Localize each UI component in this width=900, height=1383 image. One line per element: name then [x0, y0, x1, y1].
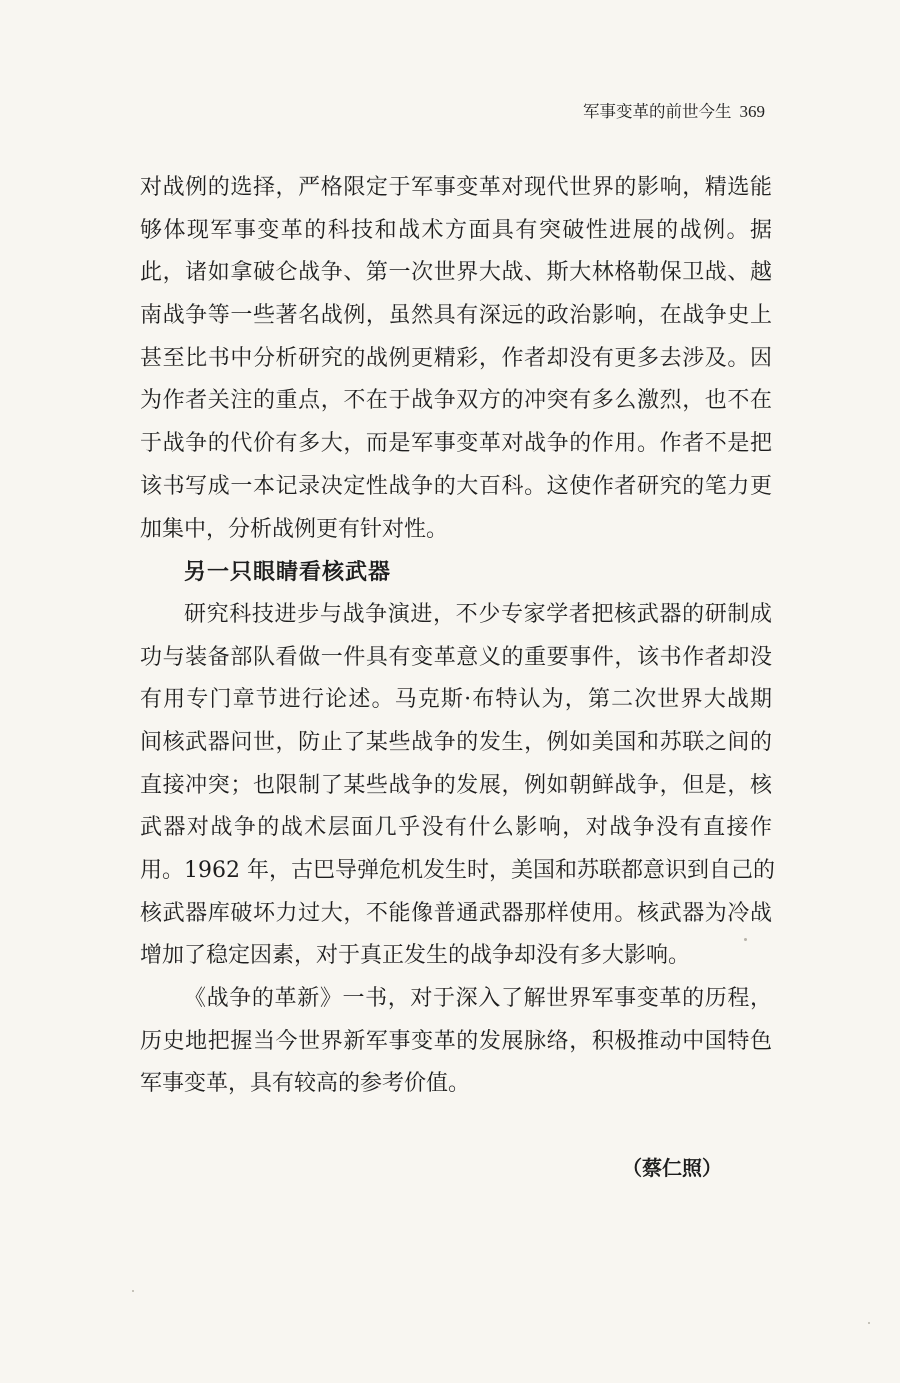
paragraph-3: [140, 978, 772, 1106]
text-line: 武器对战争的战术层面几乎没有什么影响，对战争没有直接作: [140, 815, 772, 841]
text-line: 为作者关注的重点，不在于战争双方的冲突有多么激烈，也不在: [140, 388, 772, 414]
text-line: 该书写成一本记录决定性战争的大百科。这使作者研究的笔力更: [140, 473, 772, 499]
page-number: 369: [739, 102, 765, 121]
section-heading: 另一只眼睛看核武器: [184, 559, 392, 586]
text-line: 核武器库破坏力过大，不能像普通武器那样使用。核武器为冷战: [140, 900, 772, 926]
text-line: 用。1962 年，古巴导弹危机发生时，美国和苏联都意识到自己的: [140, 858, 775, 883]
text-line: 间核武器问世，防止了某些战争的发生，例如美国和苏联之间的: [140, 729, 772, 755]
body-text: [140, 167, 775, 1106]
text-line: 功与装备部队看做一件具有变革意义的重要事件，该书作者却没: [140, 644, 772, 670]
text-line: 《战争的革新》一书，对于深入了解世界军事变革的历程，: [184, 986, 772, 1012]
author-signature: （蔡仁照）: [622, 1156, 722, 1180]
text-line: 加集中，分析战例更有针对性。: [140, 516, 449, 542]
paragraph-1: [140, 167, 772, 551]
text-line: 于战争的代价有多大，而是军事变革对战争的作用。作者不是把: [140, 431, 772, 457]
paper-speck: [132, 1290, 134, 1292]
text-line: 此，诸如拿破仑战争、第一次世界大战、斯大林格勒保卫战、越: [140, 260, 772, 286]
text-line: 有用专门章节进行论述。马克斯·布特认为，第二次世界大战期: [140, 687, 772, 713]
paper-speck: [868, 1322, 870, 1324]
text-line: 直接冲突；也限制了某些战争的发展，例如朝鲜战争，但是，核: [140, 772, 772, 798]
text-line: 增加了稳定因素，对于真正发生的战争却没有多大影响。: [140, 943, 691, 969]
paragraph-2: [140, 594, 775, 978]
text-line: 南战争等一些著名战例，虽然具有深远的政治影响，在战争史上: [140, 303, 772, 329]
running-header: [140, 100, 765, 124]
text-line: 军事变革，具有较高的参考价值。: [140, 1071, 471, 1097]
text-line: 研究科技进步与战争演进，不少专家学者把核武器的研制成: [184, 601, 772, 627]
text-line: 甚至比书中分析研究的战例更精彩，作者却没有更多去涉及。因: [140, 345, 772, 371]
text-line: 够体现军事变革的科技和战术方面具有突破性进展的战例。据: [140, 217, 772, 243]
text-line: 历史地把握当今世界新军事变革的发展脉络，积极推动中国特色: [140, 1028, 772, 1054]
text-line: 对战例的选择，严格限定于军事变革对现代世界的影响，精选能: [140, 175, 772, 200]
running-title: 军事变革的前世今生: [583, 102, 732, 121]
paper-speck: [744, 938, 747, 941]
